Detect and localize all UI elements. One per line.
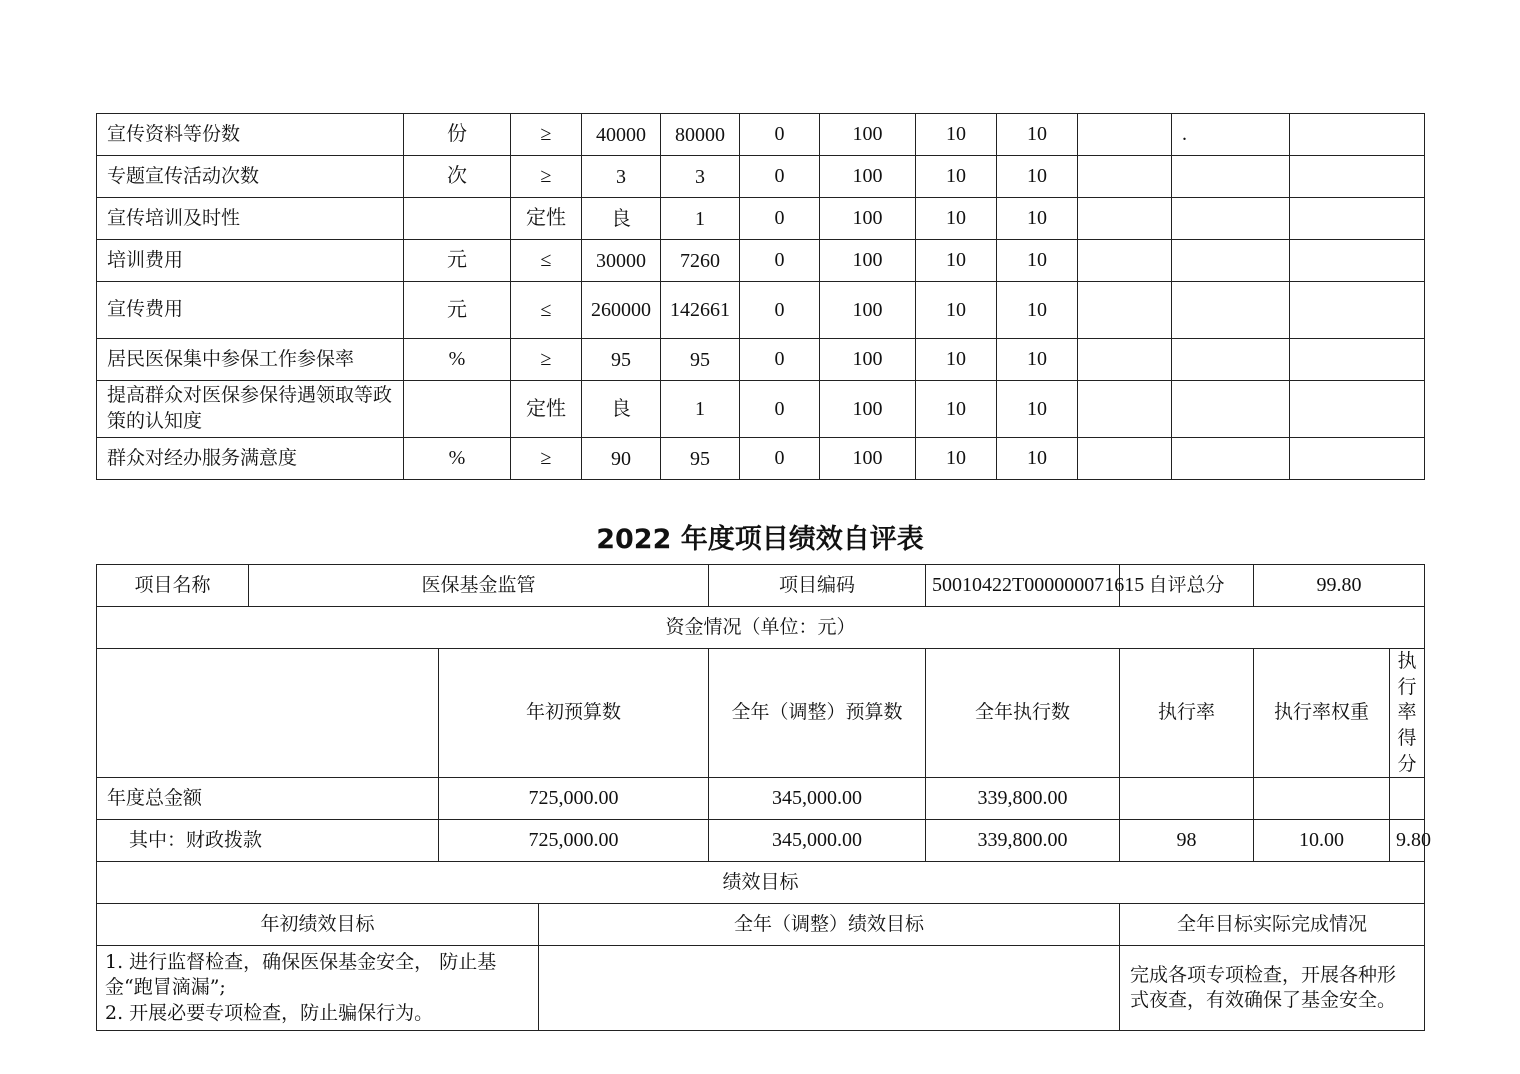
indicator-col-10 <box>1078 156 1172 198</box>
indicator-unit: 次 <box>404 156 511 198</box>
indicator-col-10 <box>1078 381 1172 438</box>
indicator-col-9: 10 <box>997 240 1078 282</box>
indicator-col-8: 10 <box>916 339 997 381</box>
row-total-rate <box>1120 778 1254 820</box>
indicator-col-11 <box>1172 156 1290 198</box>
goal-initial-line-1: 1. 进行监督检查，确保医保基金安全， 防止基金“跑冒滴漏”; <box>105 950 497 999</box>
indicator-col-7: 100 <box>820 198 916 240</box>
self-eval-table <box>96 564 1432 1031</box>
indicator-col-6: 0 <box>740 282 820 339</box>
indicator-col-7: 100 <box>820 282 916 339</box>
indicator-col-11 <box>1172 438 1290 480</box>
indicator-unit <box>404 198 511 240</box>
indicator-name: 宣传费用 <box>97 282 404 339</box>
indicator-actual: 95 <box>661 438 740 480</box>
goal-initial <box>97 946 539 1031</box>
total-score: 99.80 <box>1254 565 1425 607</box>
indicator-col-8: 10 <box>916 240 997 282</box>
indicator-unit: % <box>404 339 511 381</box>
indicator-row <box>97 381 1425 438</box>
indicator-col-8: 10 <box>916 282 997 339</box>
row-fiscal-rate: 98 <box>1120 820 1254 862</box>
indicator-operator: ≥ <box>511 339 582 381</box>
indicator-col-9: 10 <box>997 198 1078 240</box>
indicator-col-6: 0 <box>740 339 820 381</box>
indicator-operator: ≥ <box>511 438 582 480</box>
indicator-row <box>97 198 1425 240</box>
row-fiscal-executed: 339,800.00 <box>926 820 1120 862</box>
indicator-col-12 <box>1290 282 1425 339</box>
indicator-col-11 <box>1172 240 1290 282</box>
indicator-row <box>97 240 1425 282</box>
row-fiscal-adjusted: 345,000.00 <box>709 820 926 862</box>
indicator-row <box>97 156 1425 198</box>
goal-col-initial: 年初绩效目标 <box>97 904 539 946</box>
indicator-col-6: 0 <box>740 381 820 438</box>
goal-col-actual: 全年目标实际完成情况 <box>1120 904 1425 946</box>
row-total-executed: 339,800.00 <box>926 778 1120 820</box>
indicator-operator: ≥ <box>511 156 582 198</box>
indicator-unit: 元 <box>404 240 511 282</box>
indicator-col-11 <box>1172 282 1290 339</box>
indicator-target: 3 <box>582 156 661 198</box>
indicator-col-12 <box>1290 198 1425 240</box>
indicator-col-11: . <box>1172 114 1290 156</box>
indicator-col-12 <box>1290 438 1425 480</box>
indicator-col-10 <box>1078 198 1172 240</box>
project-name: 医保基金监管 <box>249 565 709 607</box>
indicator-operator: 定性 <box>511 381 582 438</box>
indicator-col-12 <box>1290 114 1425 156</box>
indicator-col-7: 100 <box>820 114 916 156</box>
funds-header: 资金情况（单位：元） <box>97 607 1425 649</box>
indicator-row <box>97 114 1425 156</box>
indicator-col-6: 0 <box>740 156 820 198</box>
indicator-col-8: 10 <box>916 438 997 480</box>
indicator-col-8: 10 <box>916 381 997 438</box>
indicator-actual: 1 <box>661 198 740 240</box>
indicator-operator: ≤ <box>511 282 582 339</box>
row-total-weight <box>1254 778 1390 820</box>
indicator-row <box>97 438 1425 480</box>
indicator-name: 居民医保集中参保工作参保率 <box>97 339 404 381</box>
indicator-col-6: 0 <box>740 240 820 282</box>
indicator-col-7: 100 <box>820 438 916 480</box>
indicator-actual: 95 <box>661 339 740 381</box>
indicator-col-12 <box>1290 339 1425 381</box>
indicator-col-10 <box>1078 339 1172 381</box>
row-fiscal-weight: 10.00 <box>1254 820 1390 862</box>
goal-col-adjusted: 全年（调整）绩效目标 <box>539 904 1120 946</box>
indicator-row <box>97 339 1425 381</box>
indicator-table <box>96 113 1425 480</box>
indicator-col-6: 0 <box>740 198 820 240</box>
indicator-col-10 <box>1078 240 1172 282</box>
row-total-score <box>1390 778 1425 820</box>
indicator-col-11 <box>1172 339 1290 381</box>
col-rate-weight: 执行率权重 <box>1254 649 1390 778</box>
indicator-actual: 80000 <box>661 114 740 156</box>
indicator-target: 40000 <box>582 114 661 156</box>
indicator-target: 良 <box>582 381 661 438</box>
indicator-col-6: 0 <box>740 438 820 480</box>
indicator-col-8: 10 <box>916 198 997 240</box>
row-fiscal-label: 其中：财政拨款 <box>97 820 439 862</box>
row-total-initial: 725,000.00 <box>439 778 709 820</box>
indicator-col-7: 100 <box>820 156 916 198</box>
indicator-operator: ≤ <box>511 240 582 282</box>
indicator-col-7: 100 <box>820 381 916 438</box>
indicator-row <box>97 282 1425 339</box>
goal-actual: 完成各项专项检查，开展各种形式夜查，有效确保了基金安全。 <box>1120 946 1425 1031</box>
indicator-name: 提高群众对医保参保待遇领取等政策的认知度 <box>97 381 404 438</box>
project-code-label: 项目编码 <box>709 565 926 607</box>
project-code: 50010422T000000071615 <box>926 565 1120 607</box>
funds-corner-cell <box>97 649 439 778</box>
col-adjusted-budget: 全年（调整）预算数 <box>709 649 926 778</box>
col-initial-budget: 年初预算数 <box>439 649 709 778</box>
indicator-col-9: 10 <box>997 156 1078 198</box>
indicator-col-7: 100 <box>820 240 916 282</box>
score-label: 自评总分 <box>1120 565 1254 607</box>
indicator-unit: % <box>404 438 511 480</box>
indicator-col-8: 10 <box>916 156 997 198</box>
indicator-operator: ≥ <box>511 114 582 156</box>
indicator-name: 专题宣传活动次数 <box>97 156 404 198</box>
row-total-adjusted: 345,000.00 <box>709 778 926 820</box>
indicator-col-8: 10 <box>916 114 997 156</box>
indicator-col-12 <box>1290 381 1425 438</box>
indicator-name: 培训费用 <box>97 240 404 282</box>
indicator-name: 宣传培训及时性 <box>97 198 404 240</box>
indicator-col-9: 10 <box>997 438 1078 480</box>
indicator-actual: 142661 <box>661 282 740 339</box>
indicator-unit: 元 <box>404 282 511 339</box>
indicator-col-12 <box>1290 156 1425 198</box>
indicator-name: 群众对经办服务满意度 <box>97 438 404 480</box>
indicator-actual: 1 <box>661 381 740 438</box>
indicator-target: 90 <box>582 438 661 480</box>
indicator-col-6: 0 <box>740 114 820 156</box>
indicator-col-7: 100 <box>820 339 916 381</box>
indicator-col-9: 10 <box>997 282 1078 339</box>
indicator-unit: 份 <box>404 114 511 156</box>
row-total-label: 年度总金额 <box>97 778 439 820</box>
goal-initial-line-2: 2. 开展必要专项检查，防止骗保行为。 <box>105 1002 434 1025</box>
goals-header: 绩效目标 <box>97 862 1425 904</box>
row-fiscal-initial: 725,000.00 <box>439 820 709 862</box>
col-executed: 全年执行数 <box>926 649 1120 778</box>
page-title: 2022 年度项目绩效自评表 <box>596 524 924 555</box>
indicator-actual: 3 <box>661 156 740 198</box>
indicator-unit <box>404 381 511 438</box>
indicator-col-10 <box>1078 114 1172 156</box>
indicator-col-10 <box>1078 438 1172 480</box>
indicator-name: 宣传资料等份数 <box>97 114 404 156</box>
indicator-target: 260000 <box>582 282 661 339</box>
indicator-col-9: 10 <box>997 339 1078 381</box>
indicator-col-11 <box>1172 198 1290 240</box>
indicator-col-11 <box>1172 381 1290 438</box>
indicator-target: 95 <box>582 339 661 381</box>
col-exec-rate: 执行率 <box>1120 649 1254 778</box>
indicator-col-9: 10 <box>997 381 1078 438</box>
indicator-target: 良 <box>582 198 661 240</box>
project-name-label: 项目名称 <box>97 565 249 607</box>
row-fiscal-score: 9.80 <box>1390 820 1425 862</box>
indicator-col-9: 10 <box>997 114 1078 156</box>
indicator-operator: 定性 <box>511 198 582 240</box>
goal-adjusted <box>539 946 1120 1031</box>
indicator-actual: 7260 <box>661 240 740 282</box>
indicator-col-12 <box>1290 240 1425 282</box>
col-rate-score: 执行率得分 <box>1390 649 1425 778</box>
indicator-col-10 <box>1078 282 1172 339</box>
indicator-target: 30000 <box>582 240 661 282</box>
